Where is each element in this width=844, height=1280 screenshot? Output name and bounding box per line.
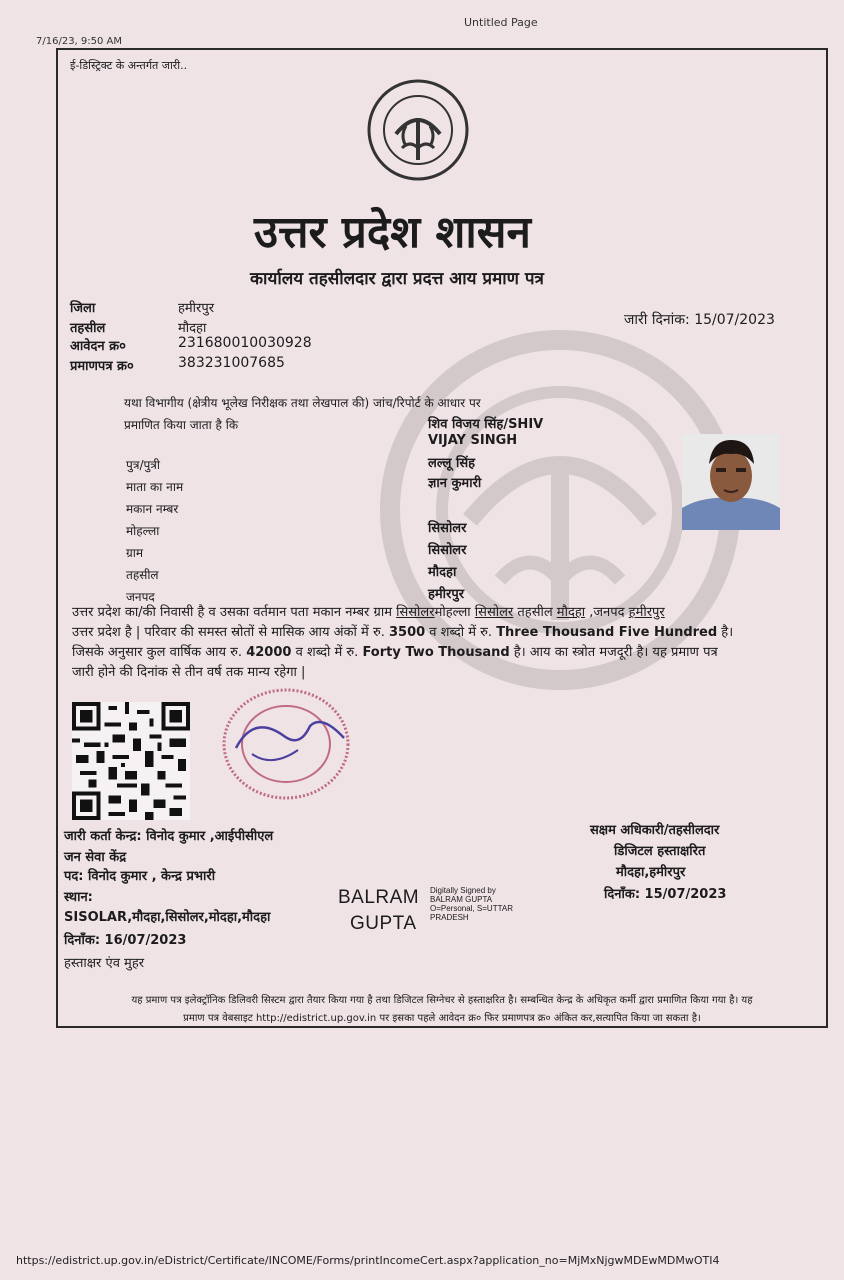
digital-sign-details: Digitally Signed by BALRAM GUPTA O=Personal, S=UTTAR PRADESH [430, 886, 513, 922]
official-seal-stamp [214, 684, 358, 804]
issue-date-label: जारी दिनांक: [624, 312, 690, 328]
digital-sign-name-2: GUPTA [350, 913, 417, 934]
father-label: पुत्र/पुत्री [126, 458, 161, 472]
village-value: सिसोलर [428, 543, 467, 558]
issuer-post: पद: विनोद कुमार , केन्द्र प्रभारी [64, 869, 216, 884]
residence-paragraph: उत्तर प्रदेश का/की निवासी है व उसका वर्तमान पता मकान नम्बर ग्राम सिसोलरमोहल्ला सिसोलर तहसील मौदहा ,जनपद हमीरपुर उत्तर प्रदेश है | परिवार की समस्त स्रोतों से मासिक आय अंकों में रु. 3500 व शब्दो में रु. Three Thousand Five Hundred है। जिसके अनुसार कुल वार्षिक आय रु. 42000 व शब्दो में रु. Forty Two Thousand है। आय का स्त्रोत मजदूरी है। यह प्रमाण पत्र जारी होने की दिनांक से तीन वर्ष तक मान्य रहेगा | [72, 605, 734, 680]
up-emblem-icon [366, 78, 470, 182]
authority-date: दिनाँक: 15/07/2023 [604, 887, 727, 902]
mother-label: माता का नाम [126, 480, 184, 494]
holder-name-line2: VIJAY SINGH [428, 433, 518, 448]
district-value: हमीरपुर [178, 301, 215, 316]
holder-photo [682, 434, 780, 530]
certificate-footer-note: यह प्रमाण पत्र इलेक्ट्रॉनिक डिलिवरी सिस्टम द्वारा तैयार किया गया है तथा डिजिटल सिग्नेचर से हस्ताक्षरित है। सम्बन्धित केन्द्र के अधिकृत कर्मी द्वारा प्रमाणित किया गया है। यह प्रमाण पत्र वेबसाइट http://edistrict.up.gov.in पर इसका पहले आवेदन क्र० फिर प्रमाणपत्र क्र० अंकित कर,सत्यापित किया जा सकता है। [131, 995, 753, 1024]
certified-line: प्रमाणित किया जाता है कि [124, 418, 239, 432]
print-page-title: Untitled Page [464, 16, 538, 29]
district-label: जिला [70, 301, 96, 316]
mohalla-label: मोहल्ला [126, 524, 160, 538]
basis-line: यथा विभागीय (क्षेत्रीय भूलेख निरीक्षक तथा लेखपाल की) जांच/रिपोर्ट के आधार पर [124, 396, 481, 410]
tehsil-value: मौदहा [178, 321, 207, 336]
holder-name-line1: शिव विजय सिंह/SHIV [428, 417, 544, 432]
issuing-center: जारी कर्ता केन्द्र: विनोद कुमार ,आईपीसीएल [64, 829, 274, 844]
sign-seal-label: हस्ताक्षर एंव मुहर [64, 956, 145, 971]
verification-qr-code [72, 702, 190, 820]
issue-date [624, 310, 775, 329]
authority-designation: सक्षम अधिकारी/तहसीलदार [590, 823, 720, 838]
house-no-label: मकान नम्बर [126, 502, 179, 516]
print-url: https://edistrict.up.gov.in/eDistrict/Certificate/INCOME/Forms/printIncomeCert.aspx?application_no=MjMxNjgwMDEwMDMwOTI4 [16, 1254, 720, 1267]
print-datetime: 7/16/23, 9:50 AM [36, 36, 123, 47]
village-label: ग्राम [126, 546, 144, 560]
issue-date-value: 15/07/2023 [694, 312, 775, 328]
janpad-value: हमीरपुर [428, 587, 465, 602]
issuer-date: दिनाँक: 16/07/2023 [64, 933, 187, 948]
place-value: SISOLAR,मौदहा,सिसोलर,मोदहा,मौदहा [64, 910, 271, 925]
certificate-subtitle: कार्यालय तहसीलदार द्वारा प्रदत्त आय प्रमाण पत्र [250, 269, 544, 289]
authority-location: मौदहा,हमीरपुर [616, 865, 686, 880]
mohalla-value: सिसोलर [428, 521, 467, 536]
issuing-center-2: जन सेवा केंद्र [64, 850, 127, 865]
janpad-label: जनपद [126, 590, 155, 604]
edistrict-note: ई-डिस्ट्रिक्ट के अन्तर्गत जारी.. [70, 59, 188, 72]
tehsil2-value: मौदहा [428, 565, 457, 580]
certificate-no-value: 383231007685 [178, 355, 285, 371]
application-no-value: 231680010030928 [178, 335, 312, 351]
mother-value: ज्ञान कुमारी [428, 476, 482, 491]
tehsil-label: तहसील [70, 321, 106, 336]
application-no-label: आवेदन क्र० [70, 339, 126, 354]
certificate-title: उत्तर प्रदेश शासन [254, 207, 531, 258]
place-label: स्थान: [64, 890, 93, 905]
digital-sign-name-1: BALRAM [338, 887, 420, 908]
certificate-no-label: प्रमाणपत्र क्र० [70, 359, 134, 374]
father-value: लल्लू सिंह [428, 456, 476, 471]
tehsil2-label: तहसील [126, 568, 159, 582]
authority-digital-signed: डिजिटल हस्ताक्षरित [614, 844, 706, 859]
